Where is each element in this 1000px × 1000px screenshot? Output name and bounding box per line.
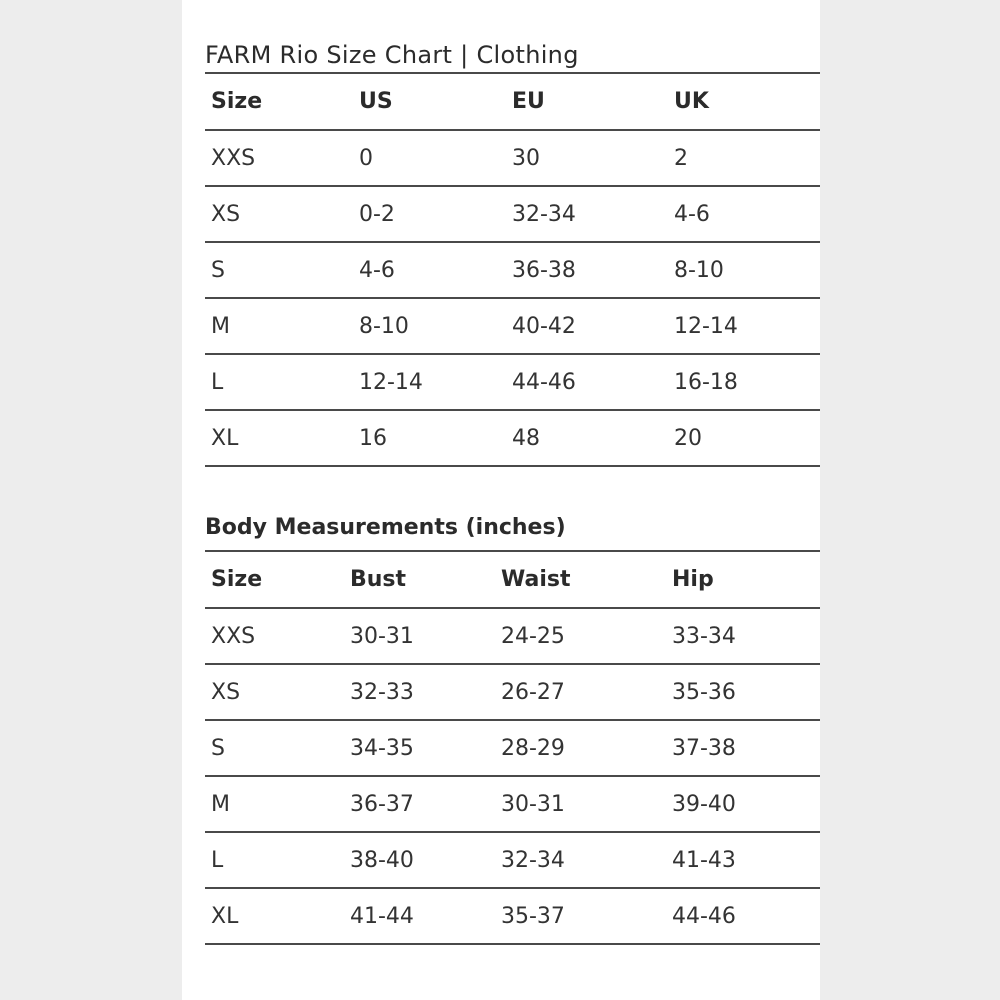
cell-waist: 24-25 <box>495 608 666 664</box>
table-row <box>205 354 820 410</box>
cell-us: 16 <box>353 410 506 466</box>
table-row <box>205 832 820 888</box>
cell-eu: 44-46 <box>506 354 668 410</box>
cell-size: XXS <box>205 130 353 186</box>
cell-waist: 28-29 <box>495 720 666 776</box>
cell-size: S <box>205 242 353 298</box>
size-chart-title: FARM Rio Size Chart | Clothing <box>205 41 579 69</box>
table-row <box>205 608 820 664</box>
column-header-us: US <box>353 73 506 130</box>
cell-size: M <box>205 776 344 832</box>
cell-bust: 32-33 <box>344 664 495 720</box>
cell-bust: 34-35 <box>344 720 495 776</box>
column-header-eu: EU <box>506 73 668 130</box>
table-row <box>205 776 820 832</box>
cell-us: 4-6 <box>353 242 506 298</box>
table-row <box>205 888 820 944</box>
table-row <box>205 186 820 242</box>
cell-size: XS <box>205 664 344 720</box>
table-row <box>205 242 820 298</box>
column-header-uk: UK <box>668 73 820 130</box>
column-header-hip: Hip <box>666 551 820 608</box>
cell-eu: 30 <box>506 130 668 186</box>
body-measurements-table <box>205 550 820 945</box>
cell-us: 0 <box>353 130 506 186</box>
cell-uk: 16-18 <box>668 354 820 410</box>
cell-us: 12-14 <box>353 354 506 410</box>
cell-uk: 2 <box>668 130 820 186</box>
cell-hip: 37-38 <box>666 720 820 776</box>
cell-eu: 36-38 <box>506 242 668 298</box>
cell-hip: 39-40 <box>666 776 820 832</box>
measurements-title: Body Measurements (inches) <box>205 515 566 540</box>
table-header-row <box>205 73 820 130</box>
column-header-size: Size <box>205 551 344 608</box>
cell-bust: 30-31 <box>344 608 495 664</box>
cell-bust: 38-40 <box>344 832 495 888</box>
table-row <box>205 298 820 354</box>
table-header-row <box>205 551 820 608</box>
cell-waist: 35-37 <box>495 888 666 944</box>
cell-size: XL <box>205 410 353 466</box>
cell-uk: 4-6 <box>668 186 820 242</box>
column-header-size: Size <box>205 73 353 130</box>
cell-size: XS <box>205 186 353 242</box>
cell-hip: 33-34 <box>666 608 820 664</box>
column-header-bust: Bust <box>344 551 495 608</box>
table-row <box>205 130 820 186</box>
cell-size: L <box>205 354 353 410</box>
cell-uk: 20 <box>668 410 820 466</box>
cell-eu: 40-42 <box>506 298 668 354</box>
cell-size: M <box>205 298 353 354</box>
table-row <box>205 664 820 720</box>
cell-size: S <box>205 720 344 776</box>
size-conversion-table <box>205 72 820 467</box>
cell-hip: 44-46 <box>666 888 820 944</box>
cell-eu: 32-34 <box>506 186 668 242</box>
cell-waist: 26-27 <box>495 664 666 720</box>
cell-uk: 12-14 <box>668 298 820 354</box>
cell-bust: 36-37 <box>344 776 495 832</box>
cell-size: XXS <box>205 608 344 664</box>
table-row <box>205 720 820 776</box>
cell-size: XL <box>205 888 344 944</box>
cell-us: 0-2 <box>353 186 506 242</box>
cell-waist: 30-31 <box>495 776 666 832</box>
table-row <box>205 410 820 466</box>
cell-hip: 41-43 <box>666 832 820 888</box>
cell-hip: 35-36 <box>666 664 820 720</box>
size-chart-page <box>182 0 820 1000</box>
cell-size: L <box>205 832 344 888</box>
cell-waist: 32-34 <box>495 832 666 888</box>
cell-us: 8-10 <box>353 298 506 354</box>
column-header-waist: Waist <box>495 551 666 608</box>
cell-bust: 41-44 <box>344 888 495 944</box>
cell-eu: 48 <box>506 410 668 466</box>
cell-uk: 8-10 <box>668 242 820 298</box>
